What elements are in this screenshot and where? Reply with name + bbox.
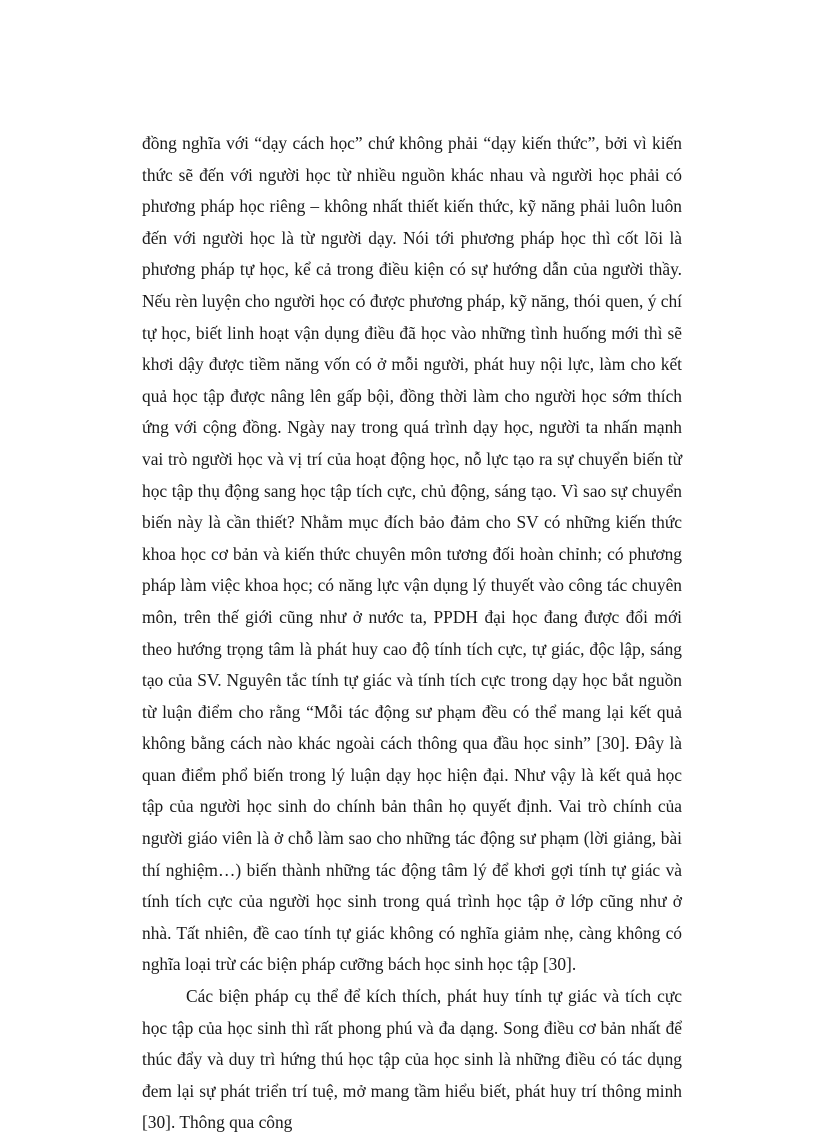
paragraph-biện-pháp: Các biện pháp cụ thể để kích thích, phát huy tính tự giác và tích cực học tập của học sinh thì rất phong phú và đa dạng. Song điều cơ bản nhất để thúc đẩy và duy trì hứng thú học tập của học sinh là những điều có tác dụng đem lại sự phát triển trí tuệ, mở mang tầm hiểu biết, phát huy trí thông minh [30]. Thông qua công [142, 986, 682, 1133]
paragraph-continued: đồng nghĩa với “dạy cách học” chứ không phải “dạy kiến thức”, bởi vì kiến thức sẽ đến với người học từ nhiều nguồn khác nhau và người học phải có phương pháp học riêng – không nhất thiết kiến thức, kỹ năng phải luôn luôn đến với người học là từ người dạy. Nói tới phương pháp học thì cốt lõi là phương pháp tự học, kể cả trong điều kiện có sự hướng dẫn của người thầy. Nếu rèn luyện cho người học có được phương pháp, kỹ năng, thói quen, ý chí tự học, biết linh hoạt vận dụng điều đã học vào những tình huống mới thì sẽ khơi dậy được tiềm năng vốn có ở mỗi người, phát huy nội lực, làm cho kết quả học tập được nâng lên gấp bội, đồng thời làm cho người học sớm thích ứng với cộng đồng. Ngày nay trong quá trình dạy học, người ta nhấn mạnh vai trò người học và vị trí của hoạt động học, nỗ lực tạo ra sự chuyển biến từ học tập thụ động sang học tập tích cực, chủ động, sáng tạo. Vì sao sự chuyển biến này là cần thiết? Nhằm mục đích bảo đảm cho SV có những kiến thức khoa học cơ bản và kiến thức chuyên môn tương đối hoàn chỉnh; có phương pháp làm việc khoa học; có năng lực vận dụng lý thuyết vào công tác chuyên môn, trên thế giới cũng như ở nước ta, PPDH đại học đang được đổi mới theo hướng trọng tâm là phát huy cao độ tính tích cực, tự giác, độc lập, sáng tạo của SV. Nguyên tắc tính tự giác và tính tích cực trong dạy học bắt nguồn từ luận điểm cho rằng “Mỗi tác động sư phạm đều có thể mang lại kết quả không bằng cách nào khác ngoài cách thông qua đầu học sinh” [30]. Đây là quan điểm phổ biến trong lý luận dạy học hiện đại. Như vậy là kết quả học tập của người học sinh do chính bản thân họ quyết định. Vai trò chính của người giáo viên là ở chỗ làm sao cho những tác động sư phạm (lời giảng, bài thí nghiệm…) biến thành những tác động tâm lý để khơi gợi tính tự giác và tính tích cực của người học sinh trong quá trình học tập ở lớp cũng như ở nhà. Tất nhiên, đề cao tính tự giác không có nghĩa giảm nhẹ, càng không có nghĩa loại trừ các biện pháp cưỡng bách học sinh học tập [30]. [142, 133, 682, 975]
body-text [142, 128, 682, 1139]
